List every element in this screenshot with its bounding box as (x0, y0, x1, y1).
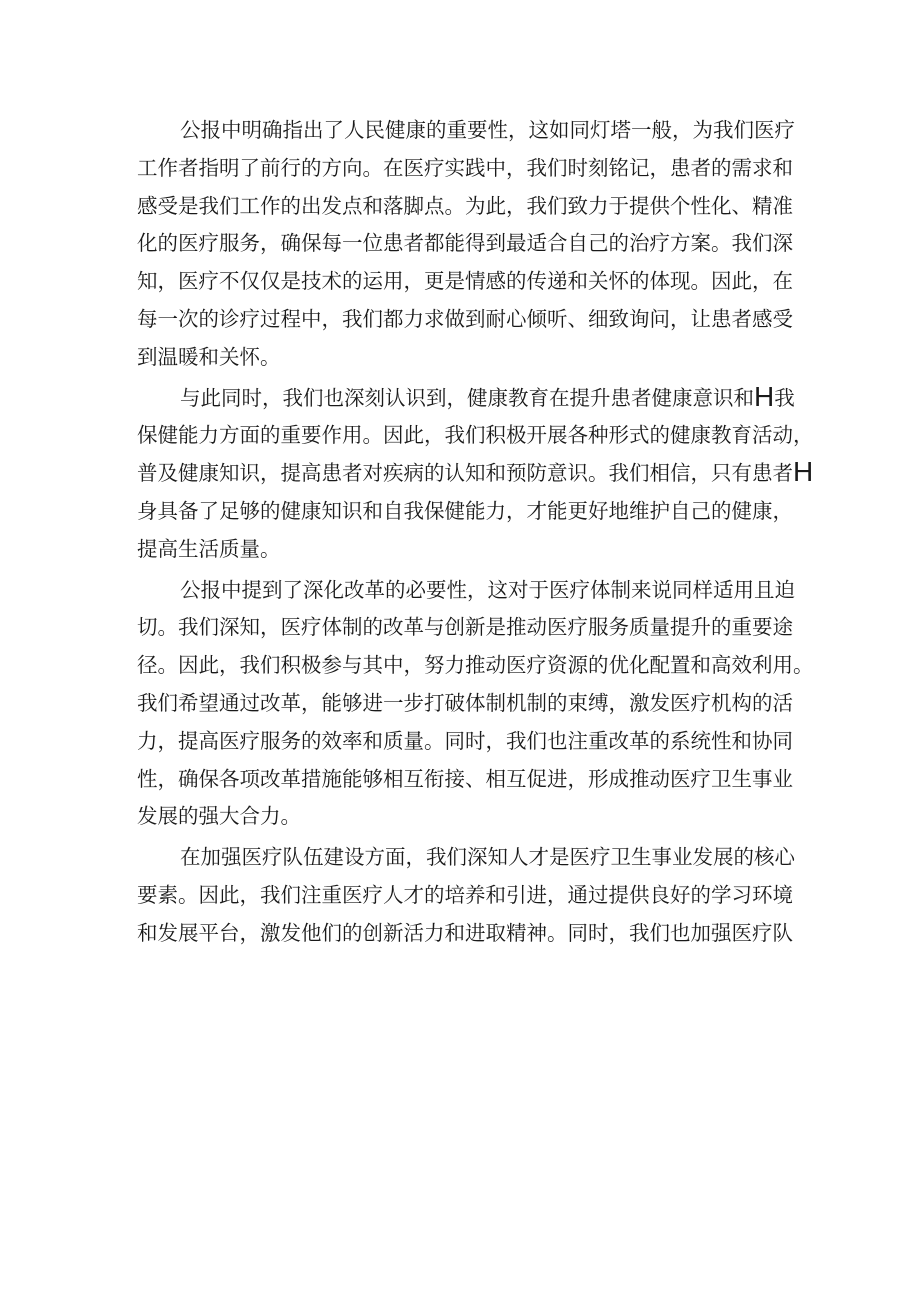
paragraph-line: 身具备了足够的健康知识和自我保健能力，才能更好地维护自己的健康， (137, 498, 793, 523)
paragraph-line (137, 380, 797, 418)
paragraph-line: 化的医疗服务，确保每一位患者都能得到最适合自己的治疗方案。我们深 (137, 231, 793, 256)
paragraph-line: 和发展平台，激发他们的创新活力和进取精神。同时，我们也加强医疗队 (137, 920, 793, 945)
paragraph-2 (137, 380, 814, 569)
stray-glyph: H (793, 456, 814, 488)
paragraph-line: 保健能力方面的重要作用。因此，我们积极开展各种形式的健康教育活动， (137, 423, 814, 448)
paragraph-line: 到温暖和关怀。 (137, 344, 281, 369)
document-body (137, 112, 814, 956)
paragraph-line: 在加强医疗队伍建设方面，我们深知人才是医疗卫生事业发展的核心 (180, 845, 795, 870)
stray-glyph: H (754, 380, 775, 412)
paragraph-line: 公报中明确指出了人民健康的重要性，这如同灯塔一般，为我们医疗 (180, 118, 795, 142)
paragraph-line: 径。因此，我们积极参与其中，努力推动医疗资源的优化配置和高效利用。 (137, 653, 814, 678)
paragraph-line: 性，确保各项改革措施能够相互衔接、相互促进，形成推动医疗卫生事业 (137, 766, 793, 791)
paragraph-line: 每一次的诊疗过程中，我们都力求做到耐心倾听、细致询问，让患者感受 (137, 306, 793, 331)
paragraph-line: 知，医疗不仅仅是技术的运用，更是情感的传递和关怀的体现。因此，在 (137, 269, 793, 294)
paragraph-3 (137, 572, 814, 837)
paragraph-line: 提高生活质量。 (137, 536, 281, 561)
paragraph-line: 工作者指明了前行的方向。在医疗实践中，我们时刻铭记，患者的需求和 (137, 155, 793, 180)
paragraph-line (137, 455, 814, 493)
paragraph-line: 发展的强大合力。 (137, 804, 301, 829)
paragraph-line: 公报中提到了深化改革的必要性，这对于医疗体制来说同样适用且迫 (180, 577, 795, 602)
paragraph-line: 感受是我们工作的出发点和落脚点。为此，我们致力于提供个性化、精准 (137, 193, 793, 218)
line-text: 与此同时，我们也深刻认识到，健康教育在提升患者健康意识和 (180, 385, 754, 410)
paragraph-line: 要素。因此，我们注重医疗人才的培养和引进，通过提供良好的学习环境 (137, 882, 793, 907)
paragraph-1 (137, 112, 797, 377)
paragraph-line: 力，提高医疗服务的效率和质量。同时，我们也注重改革的系统性和协同 (137, 728, 793, 753)
line-text: 我 (774, 385, 795, 410)
paragraph-line: 切。我们深知，医疗体制的改革与创新是推动医疗服务质量提升的重要途 (137, 615, 793, 640)
line-text: 普及健康知识，提高患者对疾病的认知和预防意识。我们相信，只有患者 (137, 461, 793, 486)
paragraph-4 (137, 839, 797, 952)
paragraph-line: 我们希望通过改革，能够进一步打破体制机制的束缚，激发医疗机构的活 (137, 690, 793, 715)
